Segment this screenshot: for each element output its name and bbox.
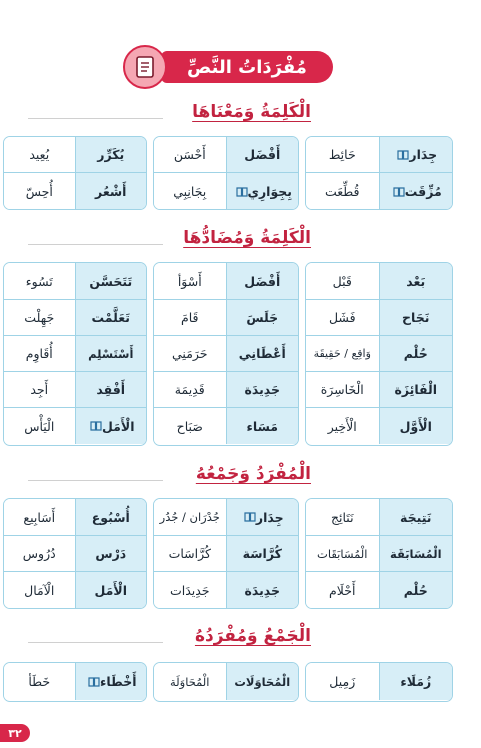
table-row [154, 300, 298, 336]
table-row [4, 300, 146, 336]
meaning-group-3 [3, 136, 147, 210]
table-row [154, 663, 298, 700]
opposite-cell: قَدِيمَة [154, 372, 226, 407]
opposite-cell: حَرَمَنِي [154, 336, 226, 371]
table-row [306, 499, 452, 536]
plural-cell: نَتَائِج [306, 499, 379, 535]
meaning-cell: يُعِيد [4, 137, 75, 172]
table-row [4, 408, 146, 444]
table-row [4, 372, 146, 408]
book-icon [90, 421, 102, 431]
meaning-cell: بِجَانِبِي [154, 173, 226, 210]
plural-group-1 [305, 498, 453, 609]
plural-cell: أَسَابِيع [4, 499, 75, 535]
word-cell: زُمَلَاء [379, 663, 453, 700]
opposite-group-2 [153, 262, 299, 446]
table-row [306, 372, 452, 408]
opposite-cell: قَامَ [154, 300, 226, 335]
opposite-group-1 [305, 262, 453, 446]
meaning-cell: أَحْسَن [154, 137, 226, 172]
opposite-cell: الْخَاسِرَة [306, 372, 379, 407]
plural-cell: دُرُوس [4, 536, 75, 571]
plural-cell: جُدْرَان / جُدُر [154, 499, 226, 535]
table-row [154, 572, 298, 608]
word-cell: أُسْبُوع [75, 499, 147, 535]
singular-group-1 [305, 662, 453, 702]
word-cell: مُزِّقَت [379, 173, 453, 210]
opposite-cell: تَسُوء [4, 263, 75, 299]
table-row [306, 572, 452, 608]
heading-divider [28, 244, 163, 245]
word-cell: أَفْقِد [75, 372, 147, 407]
singular-cell: خَطَأ [4, 663, 75, 700]
word-cell: حُلْم [379, 336, 453, 371]
word-cell: الْمُسَابَقَة [379, 536, 453, 571]
opposite-cell: وَاقِع / حَقِيقَة [306, 336, 379, 371]
word-cell: نَجَاح [379, 300, 453, 335]
singular-group-3 [3, 662, 147, 702]
section-heading-plural: الْمُفْرَدُ وَجَمْعُهُ [0, 464, 481, 490]
singular-cell: زَمِيل [306, 663, 379, 700]
title-banner [123, 45, 333, 89]
word-cell: جِدَار [379, 137, 453, 172]
opposite-cell: فَشَل [306, 300, 379, 335]
word-cell: مَسَاء [226, 408, 299, 444]
word-cell: الْفَائِزَة [379, 372, 453, 407]
word-cell: نَتِيجَة [379, 499, 453, 535]
word-cell: بِجِوَارِي [226, 173, 299, 210]
book-icon [88, 677, 100, 687]
table-row [154, 536, 298, 572]
book-icon [244, 512, 256, 522]
word-cell: أَعْطَانِي [226, 336, 299, 371]
heading-divider [28, 642, 163, 643]
word-cell: أَفْضَل [226, 263, 299, 299]
plural-cell: الْمُسَابَقَات [306, 536, 379, 571]
opposite-cell: صَبَاح [154, 408, 226, 444]
word-cell: جَدِيدَة [226, 572, 299, 608]
table-row [154, 336, 298, 372]
section-heading-meaning: الْكَلِمَةُ وَمَعْنَاهَا [0, 102, 481, 128]
word-cell: تَتَحَسَّن [75, 263, 147, 299]
word-cell: الْأَمَل [75, 572, 147, 608]
opposite-cell: جَهِلْت [4, 300, 75, 335]
table-row [306, 300, 452, 336]
table-row [154, 173, 298, 210]
heading-divider [28, 480, 163, 481]
meaning-cell: أُحِسّ [4, 173, 75, 210]
word-cell: بَعْد [379, 263, 453, 299]
word-cell: الْأَوَّل [379, 408, 453, 444]
word-cell: أَسْتَسْلِم [75, 336, 147, 371]
meaning-group-1 [305, 136, 453, 210]
singular-group-2 [153, 662, 299, 702]
table-row [4, 173, 146, 210]
word-cell: يُكَرِّر [75, 137, 147, 172]
table-row [306, 173, 452, 210]
book-icon [397, 150, 409, 160]
table-row [154, 137, 298, 173]
section-heading-opposite: الْكَلِمَةُ وَمُضَادُّهَا [0, 228, 481, 254]
table-row [306, 536, 452, 572]
plural-group-3 [3, 498, 147, 609]
opposite-cell: أُقَاوِم [4, 336, 75, 371]
plural-group-2 [153, 498, 299, 609]
opposite-cell: أَجِد [4, 372, 75, 407]
word-cell: جِدَار [226, 499, 299, 535]
table-row [306, 408, 452, 444]
table-row [154, 408, 298, 444]
plural-cell: جَدِيدَات [154, 572, 226, 608]
table-row [154, 372, 298, 408]
word-cell: أَفْضَل [226, 137, 299, 172]
plural-cell: أَحْلَام [306, 572, 379, 608]
word-cell: أَشْعُر [75, 173, 147, 210]
word-cell: تَعَلَّمْت [75, 300, 147, 335]
page-number: ٣٢ [0, 724, 30, 742]
meaning-group-2 [153, 136, 299, 210]
table-row [4, 137, 146, 173]
table-row [4, 336, 146, 372]
plural-cell: الْآمَال [4, 572, 75, 608]
opposite-cell: الْيَأْس [4, 408, 75, 444]
table-row [4, 663, 146, 700]
book-icon [236, 187, 248, 197]
word-cell: حُلْم [379, 572, 453, 608]
book-badge-icon [123, 45, 167, 89]
heading-divider [28, 118, 163, 119]
singular-cell: الْمُحَاوَلَة [154, 663, 226, 700]
word-cell: الْأَمَل [75, 408, 147, 444]
table-row [4, 499, 146, 536]
word-cell: دَرْس [75, 536, 147, 571]
table-row [306, 663, 452, 700]
meaning-cell: حَائِط [306, 137, 379, 172]
opposite-cell: أَسْوَأ [154, 263, 226, 299]
table-row [306, 137, 452, 173]
table-row [306, 336, 452, 372]
table-row [154, 263, 298, 300]
word-cell: جَلَسَ [226, 300, 299, 335]
opposite-group-3 [3, 262, 147, 446]
opposite-cell: الْأَخِير [306, 408, 379, 444]
table-row [4, 572, 146, 608]
word-cell: كُرَّاسَة [226, 536, 299, 571]
table-row [154, 499, 298, 536]
page-title: مُفْرَدَاتُ النَّصِّ [161, 51, 333, 83]
table-row [4, 263, 146, 300]
word-cell: جَدِيدَة [226, 372, 299, 407]
table-row [4, 536, 146, 572]
plural-cell: كُرَّاسَات [154, 536, 226, 571]
word-cell: أَخْطَاء [75, 663, 147, 700]
opposite-cell: قَبْل [306, 263, 379, 299]
meaning-cell: قُطِّعَت [306, 173, 379, 210]
table-row [306, 263, 452, 300]
section-heading-singular: الْجَمْعُ وَمُفْرَدُهُ [0, 626, 481, 652]
book-icon [393, 187, 405, 197]
word-cell: الْمُحَاوَلَات [226, 663, 299, 700]
